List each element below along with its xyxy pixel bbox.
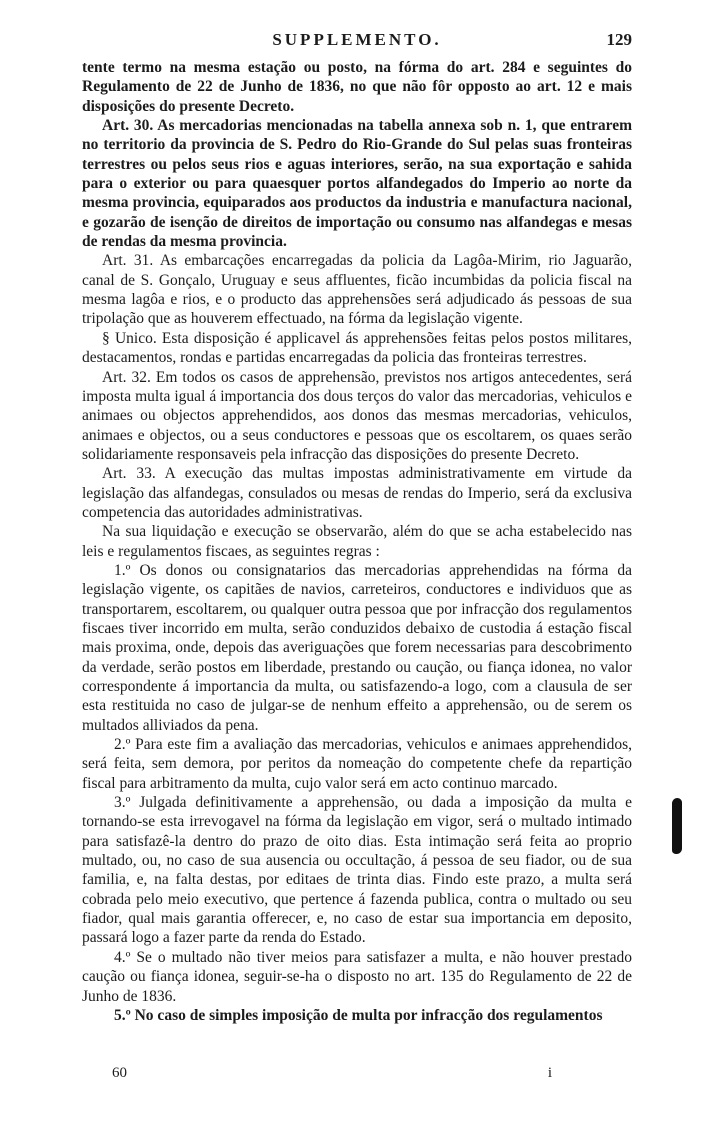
rule-3: 3.º Julgada definitivamente a apprehensão, ou dada a imposição da multa e tornando-se esta irrevogavel na fórma da legislação em vigor, será o multado intimado para satisfazê-la dentro do prazo de oito dias. Esta intimação será feita ao proprio multado, ou, no caso de sua ausencia ou occultação, á pessoa de seu fiador, ou de sua familia, e, na falta destas, por editaes de trinta dias. Findo este prazo, a multa será cobrada pelo meio executivo, que pertence á fazenda publica, contra o multado ou seu fiador, qual mais garantia offerecer, e, no caso de estar sua importancia em deposito, passará logo a fazer parte da renda do Estado.: [82, 794, 632, 947]
catchword: i: [547, 1065, 552, 1081]
rule-2: 2.º Para este fim a avaliação das mercadorias, vehiculos e animaes apprehendidos, será feita, sem demora, por peritos da nomeação do competente chefe da repartição fiscal para arbitramento da multa, cujo valor será em acto continuo marcado.: [82, 736, 632, 792]
page-footer: [112, 1065, 552, 1087]
signature-mark: 60: [112, 1065, 127, 1081]
rule-1: 1.º Os donos ou consignatarios das mercadorias apprehendidas na fórma da legislação vigente, os capitães de navios, carreteiros, conductores e individuos que as transportarem, escoltarem, ou qualquer outra pessoa que por infracção dos regulamentos fiscaes tiver incorrido em multa, serão conduzidos debaixo de custodia á estação fiscal mais proxima, onde, depois das averiguações que forem necessarias para descobrimento da verdade, serão postos em liberdade, prestando ou caução, ou fiança idonea, no valor correspondente á importancia da multa, ou satisfazendo-a logo, com a clausula de ser esta restituida no caso de julgar-se de nenhum effeito a apprehensão, ou de serem os multados alliviados da pena.: [82, 561, 632, 734]
paragraph-continuation: tente termo na mesma estação ou posto, na fórma do art. 284 e seguintes do Regulamento de 22 de Junho de 1836, no que não fôr opposto ao art. 12 e mais disposições do presente Decreto.: [82, 59, 632, 115]
running-title: SUPPLEMENTO.: [272, 30, 442, 49]
article-32: Art. 32. Em todos os casos de apprehensão, previstos nos artigos antecedentes, será imposta multa igual á importancia dos dous terços do valor das mercadorias, vehiculos e animaes ou objectos apprehendidos, aos donos das mesmas mercadorias, vehiculos, animaes e objectos, ou a seus conductores e pessoas que os escoltarem, os quaes serão solidariamente responsaveis pela infracção das disposições do presente Decreto.: [82, 368, 632, 463]
body-text: [82, 58, 632, 1025]
article-31: Art. 31. As embarcações encarregadas da policia da Lagôa-Mirim, rio Jaguarão, canal de S. Gonçalo, Uruguay e seus affluentes, ficão incumbidas da policia fiscal na mesma lagôa e rios, e o producto das apprehensões será adjudicado ás pessoas de sua tripolação que as houverem effectuado, na fórma da legislação vigente.: [82, 252, 632, 328]
rule-4: 4.º Se o multado não tiver meios para satisfazer a multa, e não houver prestado caução ou fiança idonea, seguir-se-ha o disposto no art. 135 do Regulamento de 22 de Junho de 1836.: [82, 948, 632, 1005]
page-header: [82, 30, 632, 56]
article-31-unico: § Unico. Esta disposição é applicavel ás apprehensões feitas pelos postos militares, destacamentos, rondas e partidas encarregadas da policia das fronteiras terrestres.: [82, 329, 632, 367]
page-number: 129: [606, 30, 632, 49]
article-33: Art. 33. A execução das multas impostas administrativamente em virtude da legislação das alfandegas, consulados ou mesas de rendas do Imperio, será da exclusiva competencia das autoridades administrativas.: [82, 465, 632, 521]
binding-clip-mark: [672, 798, 682, 854]
article-30: Art. 30. As mercadorias mencionadas na tabella annexa sob n. 1, que entrarem no territorio da provincia de S. Pedro do Rio-Grande do Sul pelas suas fronteiras terrestres ou pelos seus rios e aguas interiores, serão, na sua exportação e sahida para o exterior ou para quaesquer portos alfandegados do Imperio ao norte da mesma provincia, equiparados aos productos da industria e manufactura nacional, e gozarão de isenção de direitos de importação ou consumo nas alfandegas e mesas de rendas da mesma provincia.: [82, 117, 632, 251]
article-33-intro: Na sua liquidação e execução se observarão, além do que se acha estabelecido nas leis e regulamentos fiscaes, as seguintes regras :: [82, 523, 632, 560]
rule-5: 5.º No caso de simples imposição de multa por infracção dos regulamentos: [114, 1006, 603, 1024]
